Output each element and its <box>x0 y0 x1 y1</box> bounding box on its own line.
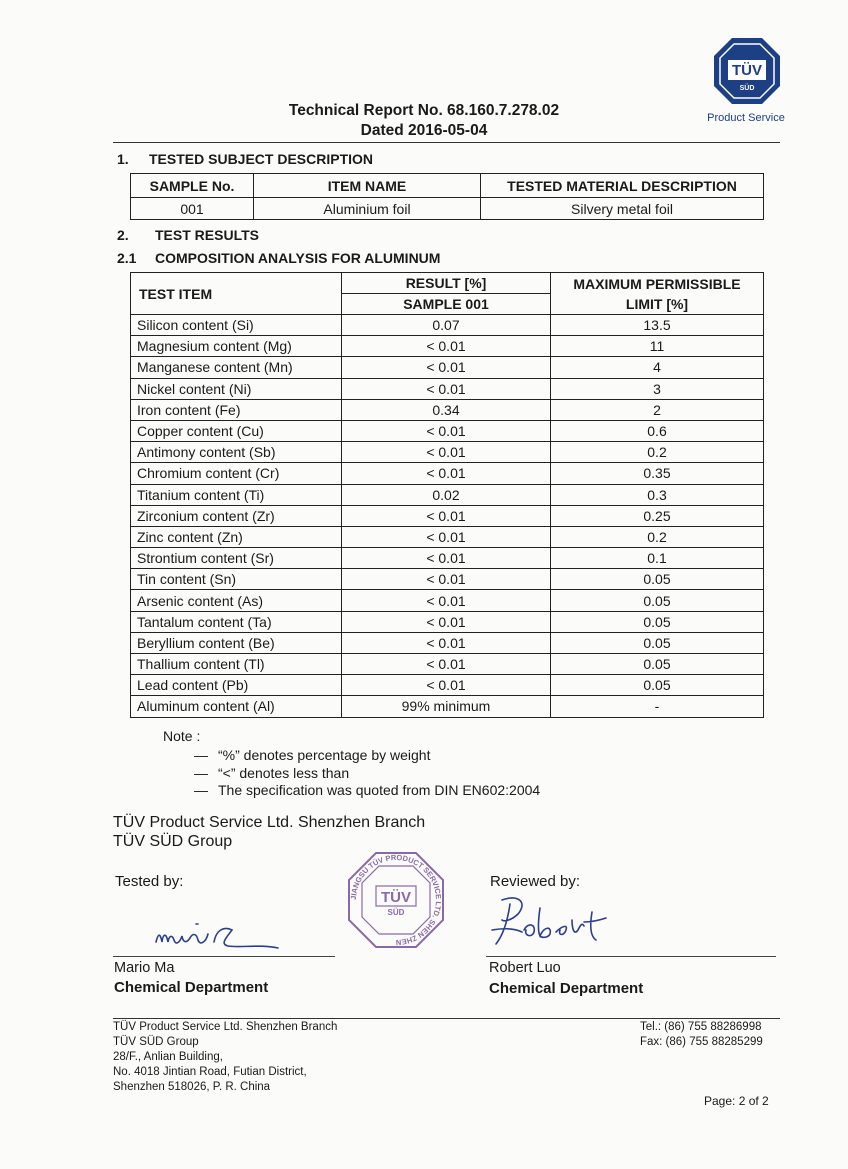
note-dash: — <box>194 782 208 798</box>
table-cell-item: Zinc content (Zn) <box>131 526 342 547</box>
table-cell-item: Magnesium content (Mg) <box>131 336 342 357</box>
table-row <box>131 420 764 441</box>
table-cell-limit: 4 <box>551 357 764 378</box>
table-cell-limit: - <box>551 696 764 717</box>
table-cell-result: < 0.01 <box>342 611 551 632</box>
table-cell-result: 0.02 <box>342 484 551 505</box>
table-cell-result: < 0.01 <box>342 569 551 590</box>
table-cell-limit: 3 <box>551 378 764 399</box>
table-cell-result: < 0.01 <box>342 548 551 569</box>
table-row <box>131 569 764 590</box>
table-row <box>131 505 764 526</box>
footer-fax: Fax: (86) 755 88285299 <box>640 1036 763 1048</box>
table-cell-item: Aluminum content (Al) <box>131 696 342 717</box>
note-item <box>194 747 430 763</box>
table-row <box>131 590 764 611</box>
table-row <box>131 463 764 484</box>
composition-table <box>130 272 764 718</box>
table-cell-result: < 0.01 <box>342 590 551 611</box>
note-label: Note : <box>163 728 201 744</box>
note-dash: — <box>194 765 208 781</box>
column-header-item: TEST ITEM <box>131 273 342 315</box>
address-line: TÜV Product Service Ltd. Shenzhen Branch <box>113 1021 338 1033</box>
reviewed-by-label: Reviewed by: <box>490 873 581 890</box>
table-cell: Silvery metal foil <box>481 198 764 220</box>
table-cell-limit: 0.05 <box>551 675 764 696</box>
table-cell-limit: 0.05 <box>551 654 764 675</box>
table-row <box>131 675 764 696</box>
table-cell-limit: 11 <box>551 336 764 357</box>
logo-caption: Product Service <box>707 112 785 124</box>
table-row <box>131 548 764 569</box>
table-cell-result: < 0.01 <box>342 442 551 463</box>
note-item <box>194 765 349 781</box>
column-header: ITEM NAME <box>254 174 481 198</box>
section-title: COMPOSITION ANALYSIS FOR ALUMINUM <box>155 250 441 266</box>
table-cell-limit: 0.25 <box>551 505 764 526</box>
column-header-limit: MAXIMUM PERMISSIBLE LIMIT [%] <box>551 273 764 315</box>
table-cell-limit: 0.6 <box>551 420 764 441</box>
table-cell-item: Iron content (Fe) <box>131 399 342 420</box>
tester-signature-line <box>113 956 335 957</box>
tester-signature-icon <box>150 912 290 958</box>
column-header-result: RESULT [%] <box>342 273 551 294</box>
header-rule <box>113 142 780 143</box>
table-cell-item: Silicon content (Si) <box>131 315 342 336</box>
table-cell-result: 0.34 <box>342 399 551 420</box>
table-cell-result: < 0.01 <box>342 378 551 399</box>
address-line: TÜV SÜD Group <box>113 1036 199 1048</box>
table-cell-result: 99% minimum <box>342 696 551 717</box>
table-row <box>131 315 764 336</box>
table-cell-limit: 13.5 <box>551 315 764 336</box>
table-cell-result: < 0.01 <box>342 463 551 484</box>
table-row <box>131 336 764 357</box>
stamp-sub: SÜD <box>387 908 405 917</box>
table-cell-result: 0.07 <box>342 315 551 336</box>
table-cell-limit: 0.35 <box>551 463 764 484</box>
logo-text: TÜV <box>732 62 762 79</box>
note-text: “%” denotes percentage by weight <box>218 747 431 763</box>
section-21-heading <box>117 250 440 266</box>
column-header-sample: SAMPLE 001 <box>342 294 551 315</box>
table-row <box>131 654 764 675</box>
section-2-heading <box>117 227 259 243</box>
table-cell-limit: 0.05 <box>551 632 764 653</box>
table-cell-limit: 0.05 <box>551 611 764 632</box>
table-cell-item: Chromium content (Cr) <box>131 463 342 484</box>
table-cell-limit: 0.1 <box>551 548 764 569</box>
note-dash: — <box>194 747 208 763</box>
footer-tel: Tel.: (86) 755 88286998 <box>640 1021 762 1033</box>
table-cell-item: Lead content (Pb) <box>131 675 342 696</box>
table-row <box>131 526 764 547</box>
table-cell-item: Copper content (Cu) <box>131 420 342 441</box>
table-cell-result: < 0.01 <box>342 654 551 675</box>
table-cell-item: Titanium content (Ti) <box>131 484 342 505</box>
table-cell-item: Tin content (Sn) <box>131 569 342 590</box>
report-title: Technical Report No. 68.160.7.278.02 <box>288 102 560 119</box>
note-item <box>194 782 540 798</box>
table-header-row <box>131 273 764 294</box>
table-row <box>131 399 764 420</box>
reviewer-department: Chemical Department <box>489 980 644 997</box>
logo-sub: SÜD <box>739 85 755 92</box>
table-row <box>131 484 764 505</box>
section-title: TEST RESULTS <box>155 227 259 243</box>
table-header-row <box>131 174 764 198</box>
reviewer-signature-icon <box>488 892 628 954</box>
tested-by-label: Tested by: <box>115 873 184 890</box>
table-cell-item: Zirconium content (Zr) <box>131 505 342 526</box>
table-cell-item: Antimony content (Sb) <box>131 442 342 463</box>
tester-department: Chemical Department <box>114 979 269 996</box>
section-number: 2.1 <box>117 250 137 266</box>
table-cell-item: Tantalum content (Ta) <box>131 611 342 632</box>
report-date: Dated 2016-05-04 <box>360 122 488 139</box>
tester-name: Mario Ma <box>114 960 175 976</box>
section-number: 2. <box>117 227 129 243</box>
table-cell-item: Nickel content (Ni) <box>131 378 342 399</box>
table-cell: 001 <box>131 198 254 220</box>
table-cell-result: < 0.01 <box>342 675 551 696</box>
footer-address <box>113 1020 337 1095</box>
section-1-heading <box>117 151 373 167</box>
address-line: 28/F., Anlian Building, <box>113 1051 223 1063</box>
column-header: SAMPLE No. <box>131 174 254 198</box>
reviewer-signature-line <box>486 956 776 957</box>
table-row <box>131 611 764 632</box>
table-cell-limit: 0.05 <box>551 590 764 611</box>
reviewer-name: Robert Luo <box>489 960 561 976</box>
stamp-center: TÜV <box>381 889 411 906</box>
table-cell-item: Beryllium content (Be) <box>131 632 342 653</box>
table-cell-result: < 0.01 <box>342 420 551 441</box>
column-header: TESTED MATERIAL DESCRIPTION <box>481 174 764 198</box>
table-cell-limit: 0.05 <box>551 569 764 590</box>
table-cell-result: < 0.01 <box>342 357 551 378</box>
note-text: The specification was quoted from DIN EN602:2004 <box>218 782 541 798</box>
note-text: “<” denotes less than <box>218 765 350 781</box>
table-cell-item: Strontium content (Sr) <box>131 548 342 569</box>
footer-contact <box>640 1020 763 1050</box>
table-row <box>131 357 764 378</box>
section-title: TESTED SUBJECT DESCRIPTION <box>149 151 374 167</box>
table-cell-limit: 0.3 <box>551 484 764 505</box>
company-name: TÜV Product Service Ltd. Shenzhen Branch <box>113 814 426 831</box>
table-row <box>131 632 764 653</box>
table-cell-result: < 0.01 <box>342 336 551 357</box>
table-row <box>131 442 764 463</box>
table-cell-limit: 0.2 <box>551 526 764 547</box>
table-cell-item: Manganese content (Mn) <box>131 357 342 378</box>
table-row <box>131 198 764 220</box>
table-cell-limit: 0.2 <box>551 442 764 463</box>
company-group: TÜV SÜD Group <box>113 833 233 850</box>
table-cell-result: < 0.01 <box>342 526 551 547</box>
footer-rule <box>113 1018 780 1019</box>
page-number: Page: 2 of 2 <box>704 1094 769 1108</box>
table-row <box>131 378 764 399</box>
table-cell-result: < 0.01 <box>342 505 551 526</box>
table-row <box>131 696 764 717</box>
section-number: 1. <box>117 151 129 167</box>
address-line: Shenzhen 518026, P. R. China <box>113 1081 271 1093</box>
tuv-logo-icon <box>712 36 782 106</box>
table-cell-item: Arsenic content (As) <box>131 590 342 611</box>
subject-description-table <box>130 173 764 220</box>
table-cell-limit: 2 <box>551 399 764 420</box>
address-line: No. 4018 Jintian Road, Futian District, <box>113 1066 307 1078</box>
company-stamp-icon <box>346 850 446 950</box>
table-cell: Aluminium foil <box>254 198 481 220</box>
table-cell-result: < 0.01 <box>342 632 551 653</box>
stamp-ring-text: JIANGSU TÜV PRODUCT SERVICE LTD. SHEN ZHEN <box>348 852 444 948</box>
table-cell-item: Thallium content (Tl) <box>131 654 342 675</box>
